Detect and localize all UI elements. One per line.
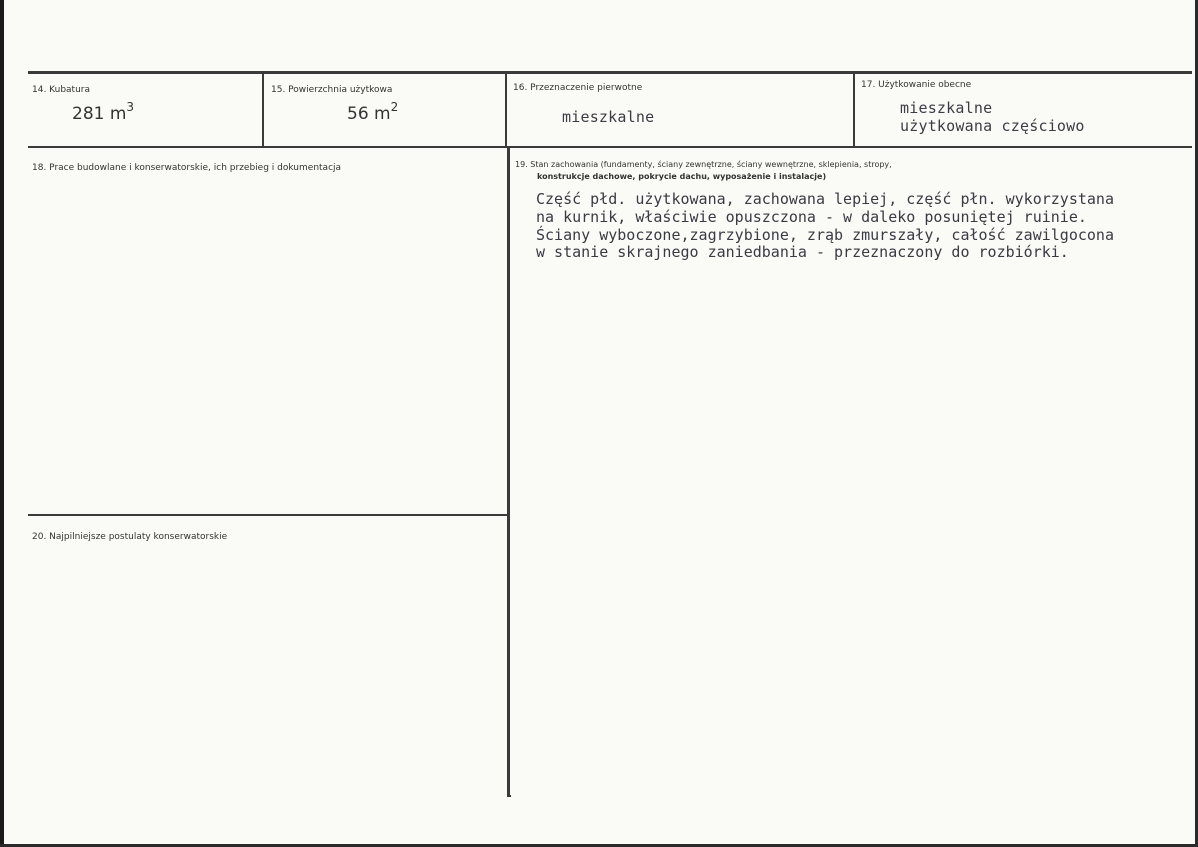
divider-18-20 — [28, 514, 508, 516]
field-19-label-line1: 19. Stan zachowania (fundamenty, ściany zewnętrzne, ściany wewnętrzne, sklepienia, stropy, — [515, 160, 892, 169]
field-14-label: 14. Kubatura — [32, 85, 91, 95]
field-19-text-line1: Część płd. użytkowana, zachowana lepiej, część płn. wykorzystana — [536, 190, 1114, 208]
field-17-label: 17. Użytkowanie obecne — [861, 80, 972, 90]
field-14-exponent: 3 — [126, 100, 135, 114]
divider-16-17 — [853, 73, 855, 147]
field-17-value-line2: użytkowana częściowo — [900, 117, 1085, 135]
field-16-value: mieszkalne — [562, 108, 655, 126]
field-19-label-line2: konstrukcje dachowe, pokrycie dachu, wyposażenie i instalacje) — [537, 172, 827, 181]
main-vertical-divider — [507, 147, 510, 797]
field-14-value: 281 $m^3$ — [72, 100, 135, 124]
field-19-text-line4: w stanie skrajnego zaniedbania - przeznaczony do rozbiórki. — [536, 243, 1069, 261]
field-19-text-line2: na kurnik, właściwie opuszczona - w daleko posuniętej ruinie. — [536, 208, 1087, 226]
field-19-text-line3: Ściany wyboczone,zagrzybione, zrąb zmurszały, całość zawilgocona — [536, 226, 1114, 244]
divider-14-15 — [262, 73, 264, 147]
bottom-short-rule — [507, 795, 511, 797]
top-rule — [28, 71, 1192, 74]
field-15-value: 56 $m^2$ — [347, 100, 399, 124]
field-20-label: 20. Najpilniejsze postulaty konserwatorskie — [32, 532, 228, 542]
field-17-value-line1: mieszkalne — [900, 99, 993, 117]
field-15-exponent: 2 — [390, 100, 399, 114]
field-18-label: 18. Prace budowlane i konserwatorskie, ich przebieg i dokumentacja — [32, 163, 342, 173]
divider-15-16 — [505, 73, 507, 147]
card-left-edge — [0, 0, 4, 847]
row1-bottom-rule — [28, 146, 1192, 148]
field-16-label: 16. Przeznaczenie pierwotne — [513, 83, 643, 93]
field-15-label: 15. Powierzchnia użytkowa — [271, 85, 393, 95]
